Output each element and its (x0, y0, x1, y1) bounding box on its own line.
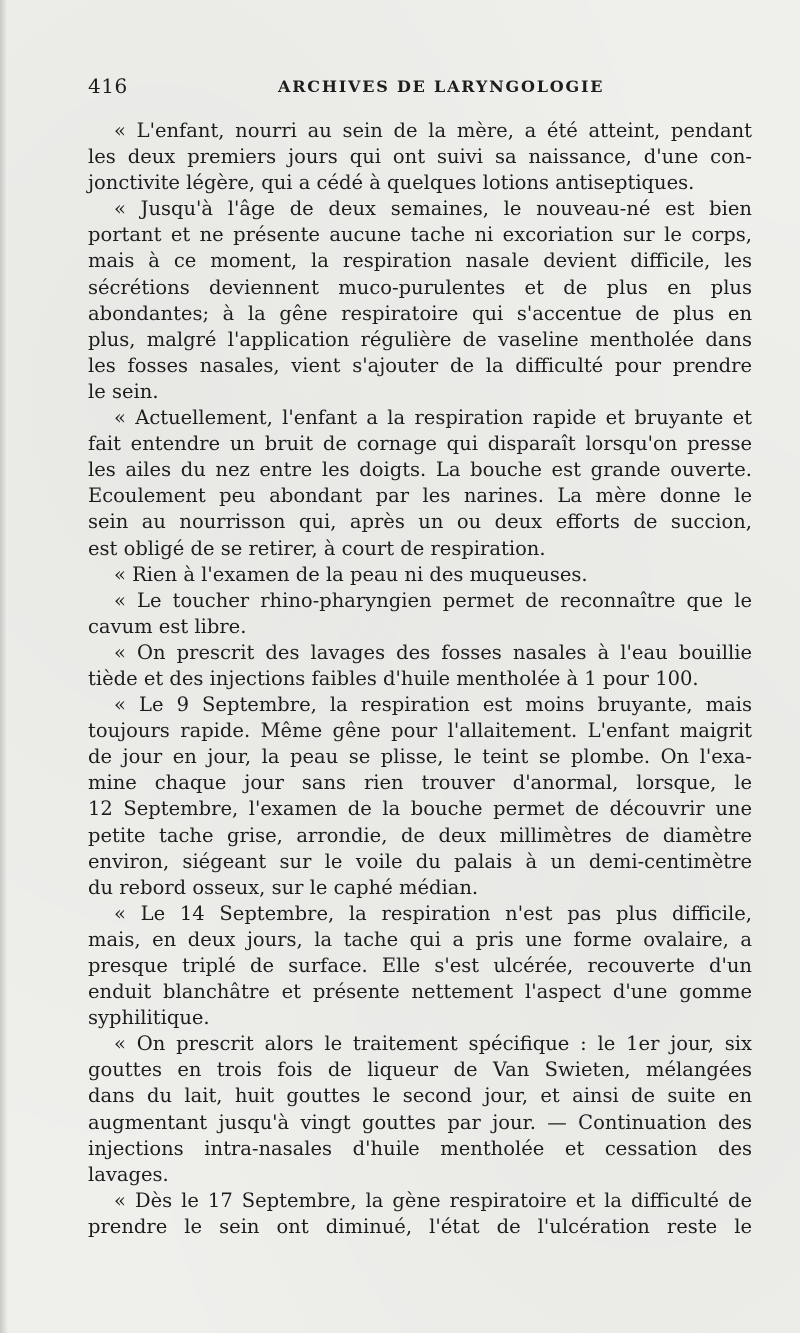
text-line: presque triplé de surface. Elle s'est ulcérée, recouverte d'un (88, 954, 752, 977)
text-line: mine chaque jour sans rien trouver d'anormal, lorsque, le (88, 771, 752, 795)
text-line: tiède et des injections faibles d'huile mentholée à 1 pour 100. (88, 666, 699, 690)
text-line: lavages. (88, 1162, 169, 1186)
text-line: « L'enfant, nourri au sein de la mère, a été atteint, pendant (114, 119, 752, 142)
text-line: le sein. (88, 379, 159, 403)
text-line: « On prescrit alors le traitement spécifique : le 1er jour, six (114, 1032, 752, 1056)
text-line: petite tache grise, arrondie, de deux millimètres de diamètre (88, 823, 752, 847)
text-line: augmentant jusqu'à vingt gouttes par jour. — Continuation des (88, 1110, 752, 1134)
text-line: « Jusqu'à l'âge de deux semaines, le nouveau-né est bien (114, 197, 752, 221)
page-number: 416 (88, 74, 128, 98)
text-line: dans du lait, huit gouttes le second jour, et ainsi de suite en (88, 1084, 752, 1108)
text-line: cavum est libre. (88, 614, 247, 638)
text-line: Ecoulement peu abondant par les narines. La mère donne le (88, 484, 752, 508)
text-line: « Le 9 Septembre, la respiration est moins bruyante, mais (114, 693, 752, 717)
text-line: 12 Septembre, l'examen de la bouche permet de découvrir une (88, 797, 752, 821)
text-line: injections intra-nasales d'huile mentholée et cessation des (88, 1136, 752, 1160)
text-line: environ, siégeant sur le voile du palais à un demi-centimètre (88, 849, 752, 873)
text-line: les ailes du nez entre les doigts. La bouche est grande ouverte. (88, 458, 752, 482)
text-line: « Dès le 17 Septembre, la gène respiratoire et la difficulté de (114, 1188, 752, 1212)
text-line: les fosses nasales, vient s'ajouter de la difficulté pour prendre (88, 353, 752, 377)
text-line: « On prescrit des lavages des fosses nasales à l'eau bouillie (114, 640, 752, 664)
text-line: « Actuellement, l'enfant a la respiration rapide et bruyante et (114, 406, 752, 430)
page-header (88, 74, 750, 102)
text-line: sécrétions deviennent muco-purulentes et de plus en plus (88, 275, 752, 299)
text-line: toujours rapide. Même gêne pour l'allaitement. L'enfant maigrit (88, 719, 752, 743)
text-line: prendre le sein ont diminué, l'état de l'ulcération reste le (88, 1214, 752, 1238)
text-line: mais à ce moment, la respiration nasale devient difficile, les (88, 249, 752, 273)
text-line: plus, malgré l'application régulière de vaseline mentholée dans (88, 327, 752, 351)
text-line: gouttes en trois fois de liqueur de Van Swieten, mélangées (88, 1058, 752, 1082)
text-line: syphilitique. (88, 1006, 210, 1030)
text-line: est obligé de se retirer, à court de respiration. (88, 536, 546, 560)
body-text (88, 118, 752, 1240)
text-line: portant et ne présente aucune tache ni excoriation sur le corps, (88, 223, 752, 247)
text-line: du rebord osseux, sur le caphé médian. (88, 875, 479, 899)
text-line: « Le toucher rhino-pharyngien permet de reconnaître que le (114, 588, 752, 612)
text-line: fait entendre un bruit de cornage qui disparaît lorsqu'on presse (88, 432, 752, 456)
page-edge-shadow (0, 0, 8, 1333)
text-line: jonctivite légère, qui a cédé à quelques lotions antiseptiques. (88, 171, 695, 195)
running-head: ARCHIVES DE LARYNGOLOGIE (278, 77, 605, 96)
text-line: sein au nourrisson qui, après un ou deux efforts de succion, (88, 510, 752, 534)
text-line: « Le 14 Septembre, la respiration n'est pas plus difficile, (114, 901, 752, 925)
text-line: « Rien à l'examen de la peau ni des muqueuses. (114, 562, 588, 586)
text-line: de jour en jour, la peau se plisse, le teint se plombe. On l'exa- (88, 745, 752, 769)
text-line: mais, en deux jours, la tache qui a pris une forme ovalaire, a (88, 927, 752, 951)
text-line: abondantes; à la gêne respiratoire qui s'accentue de plus en (88, 301, 752, 325)
text-line: les deux premiers jours qui ont suivi sa naissance, d'une con- (88, 145, 752, 169)
text-line: enduit blanchâtre et présente nettement l'aspect d'une gomme (88, 980, 752, 1004)
